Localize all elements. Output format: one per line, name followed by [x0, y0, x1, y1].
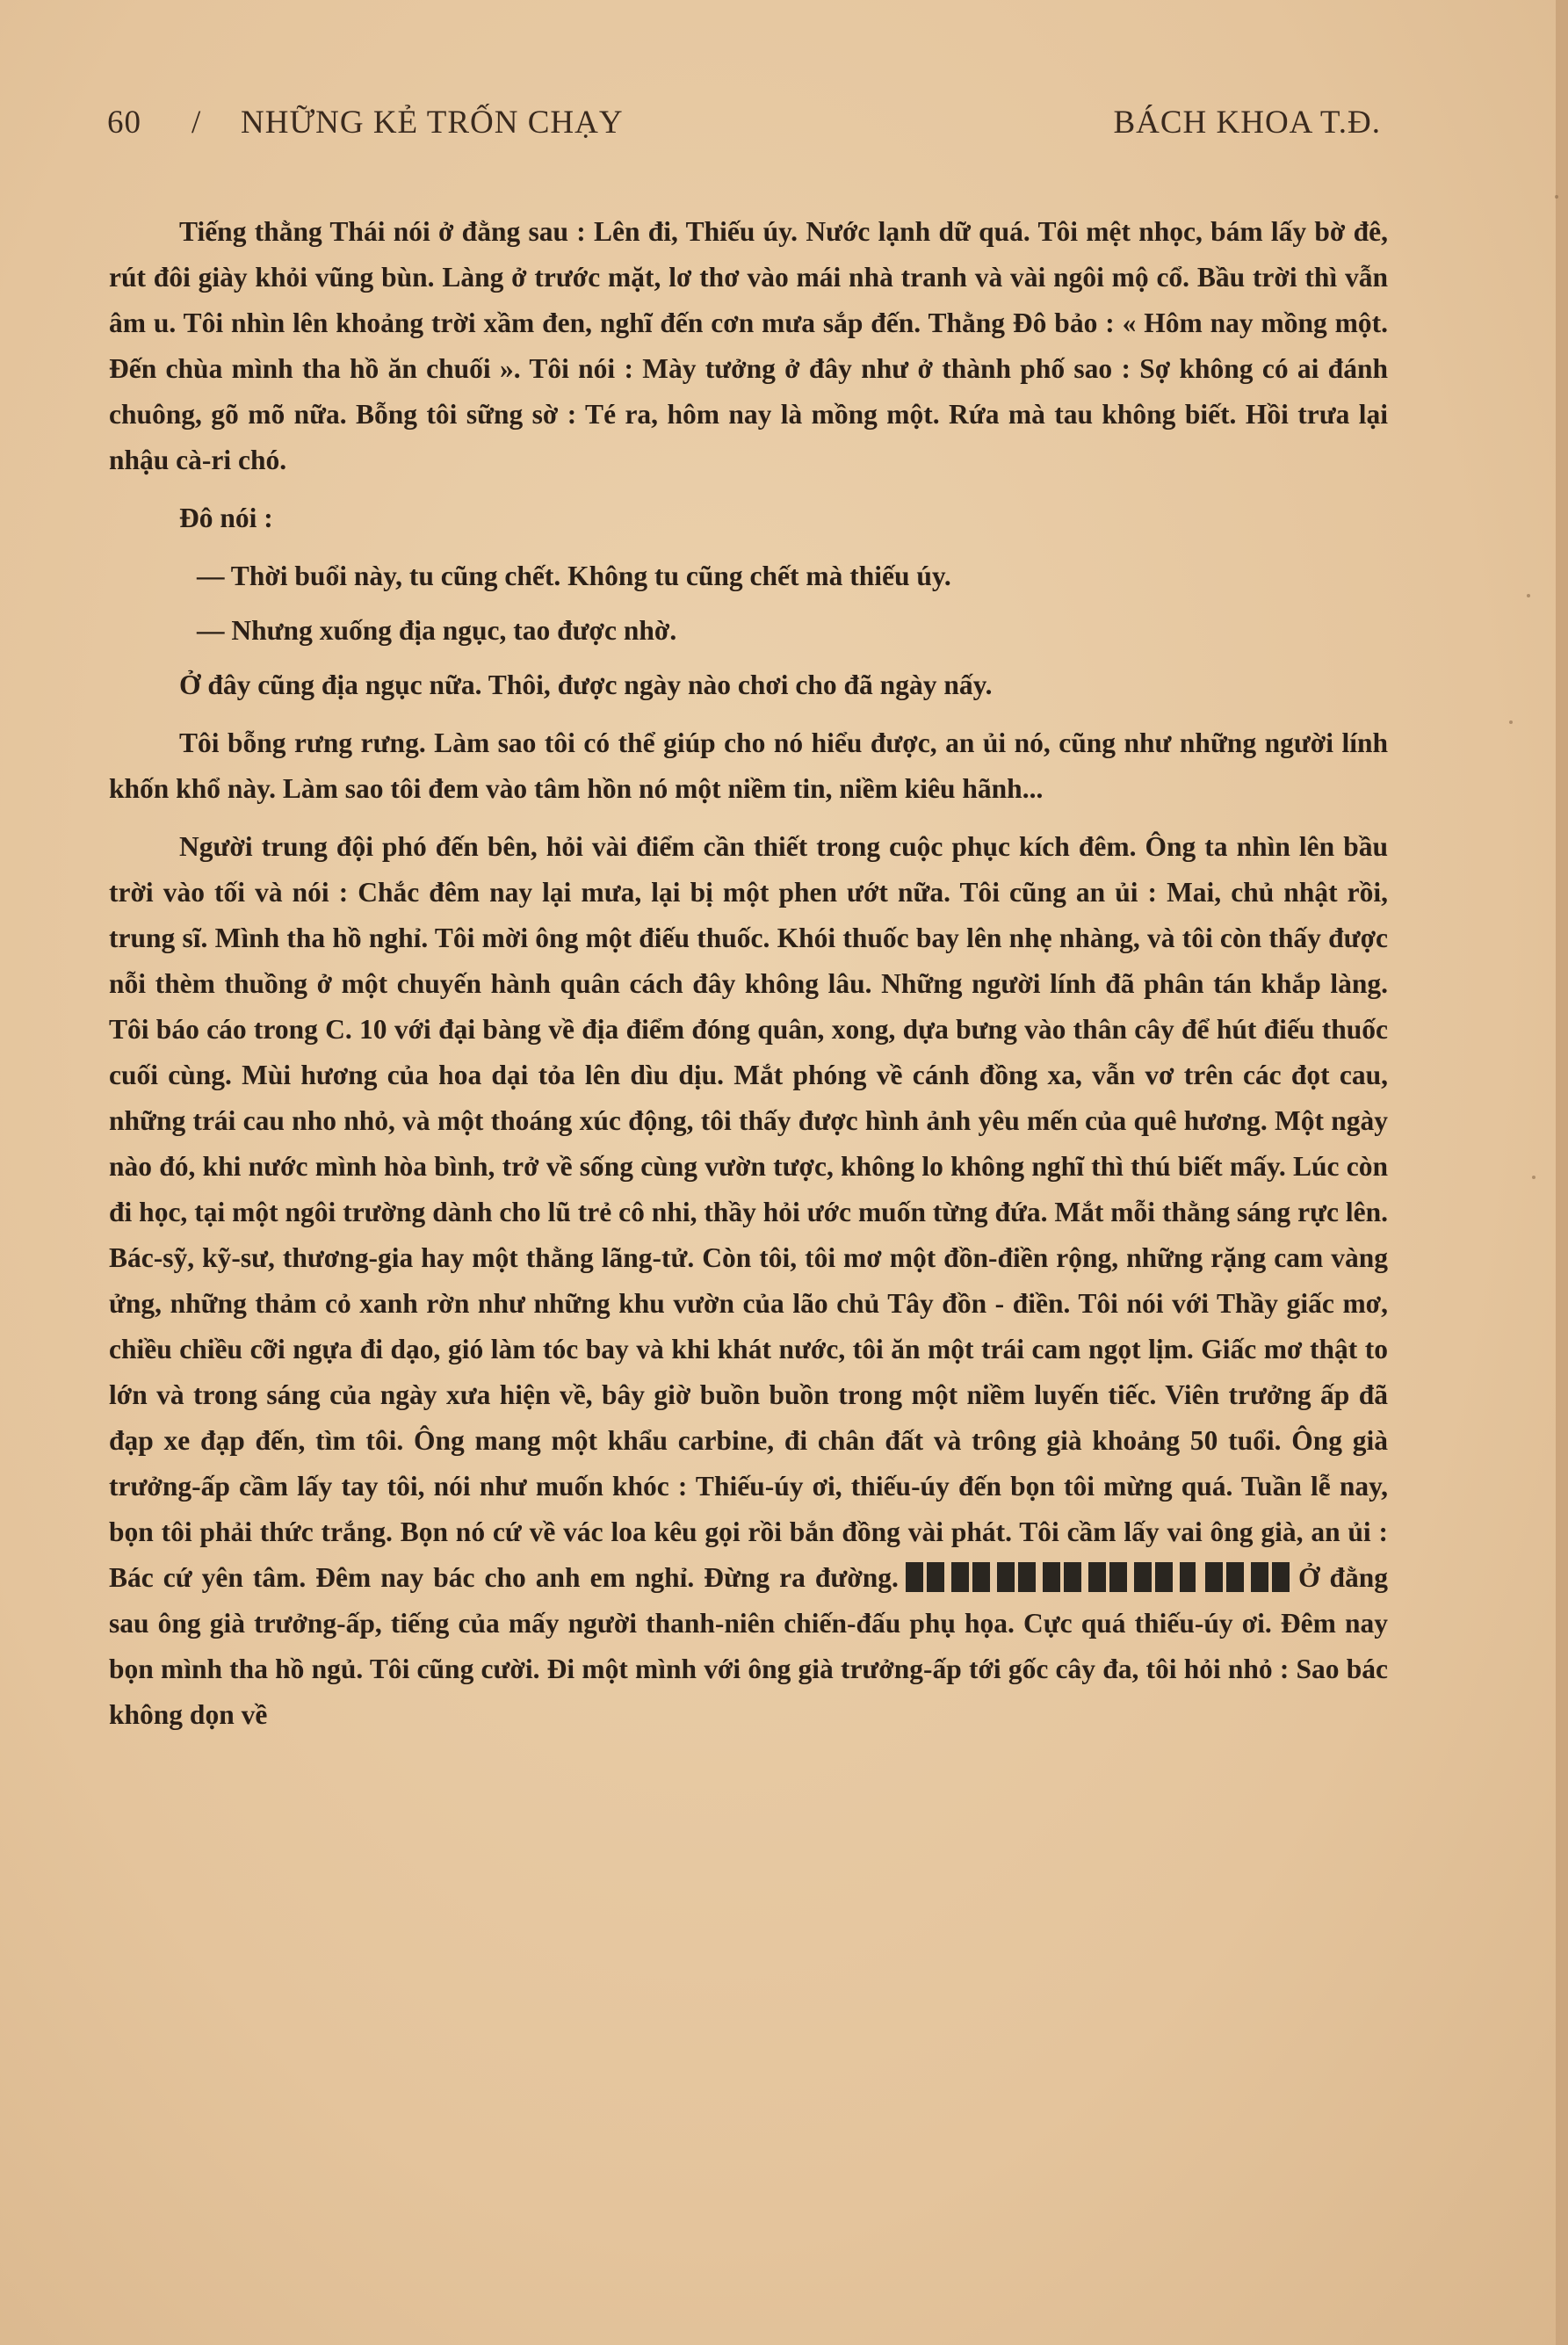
paper-speck — [1532, 1176, 1535, 1179]
paragraph-continuation: Ở đằng sau ông già trưởng-ấp, tiếng của mấy người thanh-niên chiến-đấu phụ họa. Cực quá thiếu-úy ơi. Đêm nay bọn mình tha hồ ngủ. Tôi cũng cười. Đi một mình với ông già trưởng-ấp tới gốc cây đa, tôi hỏi nhỏ : Sao bác không dọn về — [109, 1562, 1388, 1730]
running-header — [107, 104, 1381, 153]
paper-speck — [1509, 720, 1513, 724]
paragraph: Đô nói : — [179, 503, 273, 533]
paragraph: Ở đây cũng địa ngục nữa. Thôi, được ngày nào chơi cho đã ngày nấy. — [179, 669, 993, 700]
paragraph-text: Người trung đội phó đến bên, hỏi vài điểm cần thiết trong cuộc phục kích đêm. Ông ta nhìn lên bầu trời vào tối và nói : Chắc đêm nay lại mưa, lại bị một phen ướt nữa. Tôi cũng an ủi : Mai, chủ nhật rồi, trung sĩ. Mình tha hồ nghỉ. Tôi mời ông một điếu thuốc. Khói thuốc bay lên nhẹ nhàng, và tôi còn thấy được nỗi thèm thuồng ở một chuyến hành quân cách đây không lâu. Những người lính đã phân tán khắp làng. Tôi báo cáo trong C. 10 với đại bàng về địa điểm đóng quân, xong, dựa bưng vào thân cây để hút điếu thuốc cuối cùng. Mùi hương của hoa dại tỏa lên dìu dịu. Mắt phóng về cánh đồng xa, vẫn vơ trên các đọt cau, những trái cau nho nhỏ, và một thoáng xúc động, tôi thấy được hình ảnh yêu mến của quê hương. Một ngày nào đó, khi nước mình hòa bình, trở về sống cùng vườn tược, không lo không nghĩ thì thú biết mấy. Lúc còn đi học, tại một ngôi trường dành cho lũ trẻ cô nhi, thầy hỏi ước muốn từng đứa. Mắt mỗi thằng sáng rực lên. Bác-sỹ, kỹ-sư, thương-gia hay một thằng lãng-tử. Còn tôi, tôi mơ một đồn-điền rộng, những rặng cam vàng ửng, những thảm cỏ xanh rờn như những khu vườn của lão chủ Tây đồn - điền. Tôi nói với Thầy giấc mơ, chiều chiều cỡi ngựa đi dạo, gió làm tóc bay và khi khát nước, tôi ăn một trái cam ngọt lịm. Giấc mơ thật to lớn và trong sáng của ngày xưa hiện về, bây giờ buồn buồn trong một niềm luyến tiếc. Viên trưởng ấp đã đạp xe đạp đến, tìm tôi. Ông mang một khẩu carbine, đi chân đất và trông già khoảng 50 tuổi. Ông già trưởng-ấp cầm lấy tay tôi, nói như muốn khóc : Thiếu-úy ơi, thiếu-úy đến bọn tôi mừng quá. Tuần lễ nay, bọn tôi phải thức trắng. Bọn nó cứ về vác loa kêu gọi rồi bắn đồng vài phát. Tôi cầm lấy vai ông già, an ủi : Bác cứ yên tâm. Đêm nay bác cho anh em nghỉ. Đừng ra đường. — [109, 831, 1388, 1593]
paper-speck — [1555, 195, 1558, 199]
dialogue-line: — Nhưng xuống địa ngục, tao được nhờ. — [197, 615, 677, 646]
article-title: NHỮNG KẺ TRỐN CHẠY — [241, 105, 624, 141]
journal-name: BÁCH KHOA T.Đ. — [1113, 105, 1381, 141]
article-body — [109, 209, 1388, 1750]
page-edge — [1556, 0, 1568, 2345]
censored-block — [906, 1562, 1196, 1592]
paper-speck — [1527, 594, 1530, 597]
censored-block — [1205, 1562, 1293, 1592]
header-separator: / — [191, 105, 202, 141]
page-number: 60 — [107, 105, 141, 141]
dialogue-line: — Thời buổi này, tu cũng chết. Không tu cũng chết mà thiếu úy. — [197, 561, 951, 591]
paragraph: Tiếng thằng Thái nói ở đằng sau : Lên đi, Thiếu úy. Nước lạnh dữ quá. Tôi mệt nhọc, bám lấy bờ đê, rút đôi giày khỏi vũng bùn. Làng ở trước mặt, lơ thơ vào mái nhà tranh và vài ngôi mộ cổ. Bầu trời thì vẫn âm u. Tôi nhìn lên khoảng trời xầm đen, nghĩ đến cơn mưa sắp đến. Thằng Đô bảo : « Hôm nay mồng một. Đến chùa mình tha hồ ăn chuối ». Tôi nói : Mày tưởng ở đây như ở thành phố sao : Sợ không có ai đánh chuông, gõ mõ nữa. Bỗng tôi sững sờ : Té ra, hôm nay là mồng một. Rứa mà tau không biết. Hồi trưa lại nhậu cà-ri chó. — [109, 216, 1388, 475]
paragraph — [109, 824, 1388, 1738]
paragraph: Tôi bỗng rưng rưng. Làm sao tôi có thể giúp cho nó hiểu được, an ủi nó, cũng như những người lính khốn khổ này. Làm sao tôi đem vào tâm hồn nó một niềm tin, niềm kiêu hãnh... — [109, 727, 1388, 804]
